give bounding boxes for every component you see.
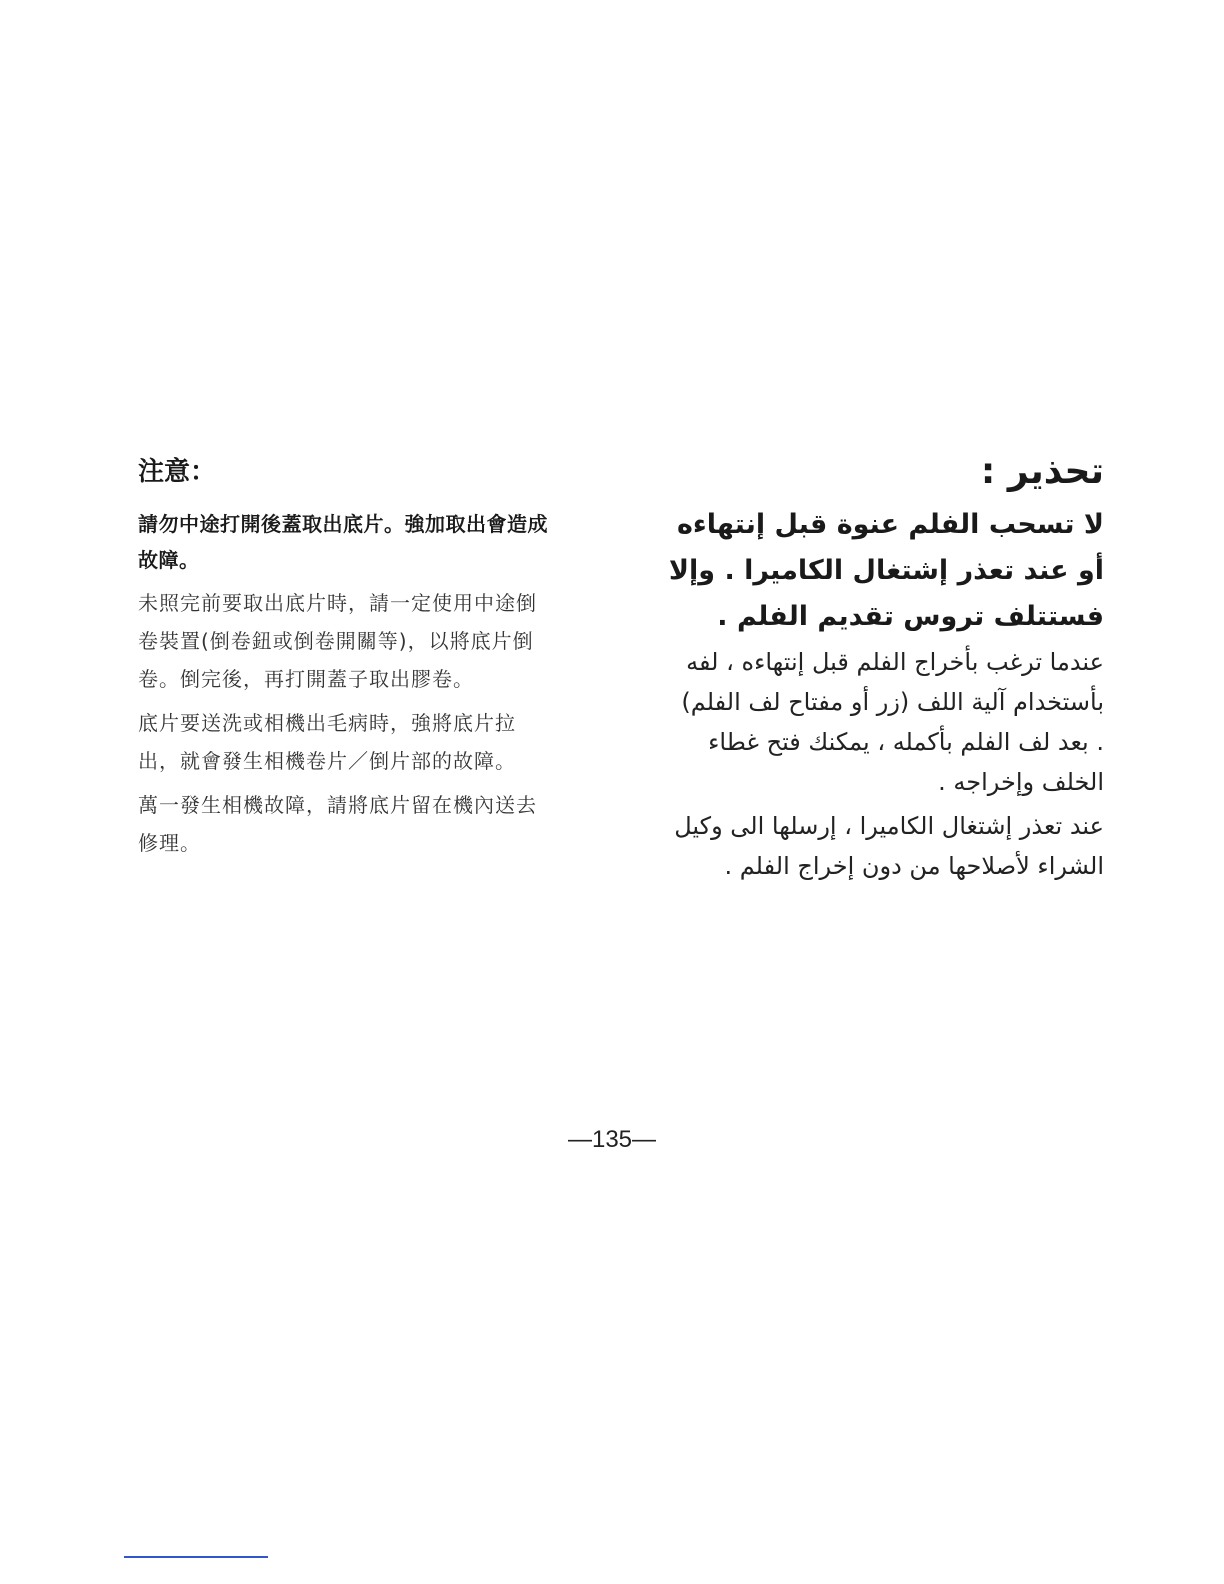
chinese-column <box>138 452 548 868</box>
chinese-warning: 請勿中途打開後蓋取出底片。強加取出會造成故障。 <box>138 512 548 572</box>
chinese-title: 注意： <box>138 457 217 487</box>
chinese-paragraph-1: 未照完前要取出底片時，請一定使用中途倒卷裝置(倒卷鈕或倒卷開關等)，以將底片倒卷。倒完後，再打開蓋子取出膠卷。 <box>138 591 537 691</box>
footer-rule <box>124 1556 268 1558</box>
arabic-paragraph-2: عند تعذر إشتغال الكاميرا ، إرسلها الى وكيل الشراء لأصلاحها من دون إخراج الفلم . <box>674 812 1104 880</box>
chinese-paragraph-3: 萬一發生相機故障，請將底片留在機內送去修理。 <box>138 793 537 855</box>
arabic-column <box>668 448 1104 890</box>
arabic-title: تحذير : <box>980 451 1104 492</box>
page-number: —135— <box>567 1126 657 1153</box>
arabic-warning: لا تسحب الفلم عنوة قبل إنتهاءه أو عند تعذر إشتغال الكاميرا . وإلا فستتلف تروس تقديم الفلم . <box>668 509 1104 632</box>
chinese-paragraph-2: 底片要送洗或相機出毛病時，強將底片拉出，就會發生相機卷片／倒片部的故障。 <box>138 711 516 773</box>
arabic-paragraph-1: عندما ترغب بأخراج الفلم قبل إنتهاءه ، لفه بأستخدام آلية اللف (زر أو مفتاح لف الفلم) . بعد لف الفلم بأكمله ، يمكنك فتح غطاء الخلف وإخراجه . <box>681 648 1104 796</box>
